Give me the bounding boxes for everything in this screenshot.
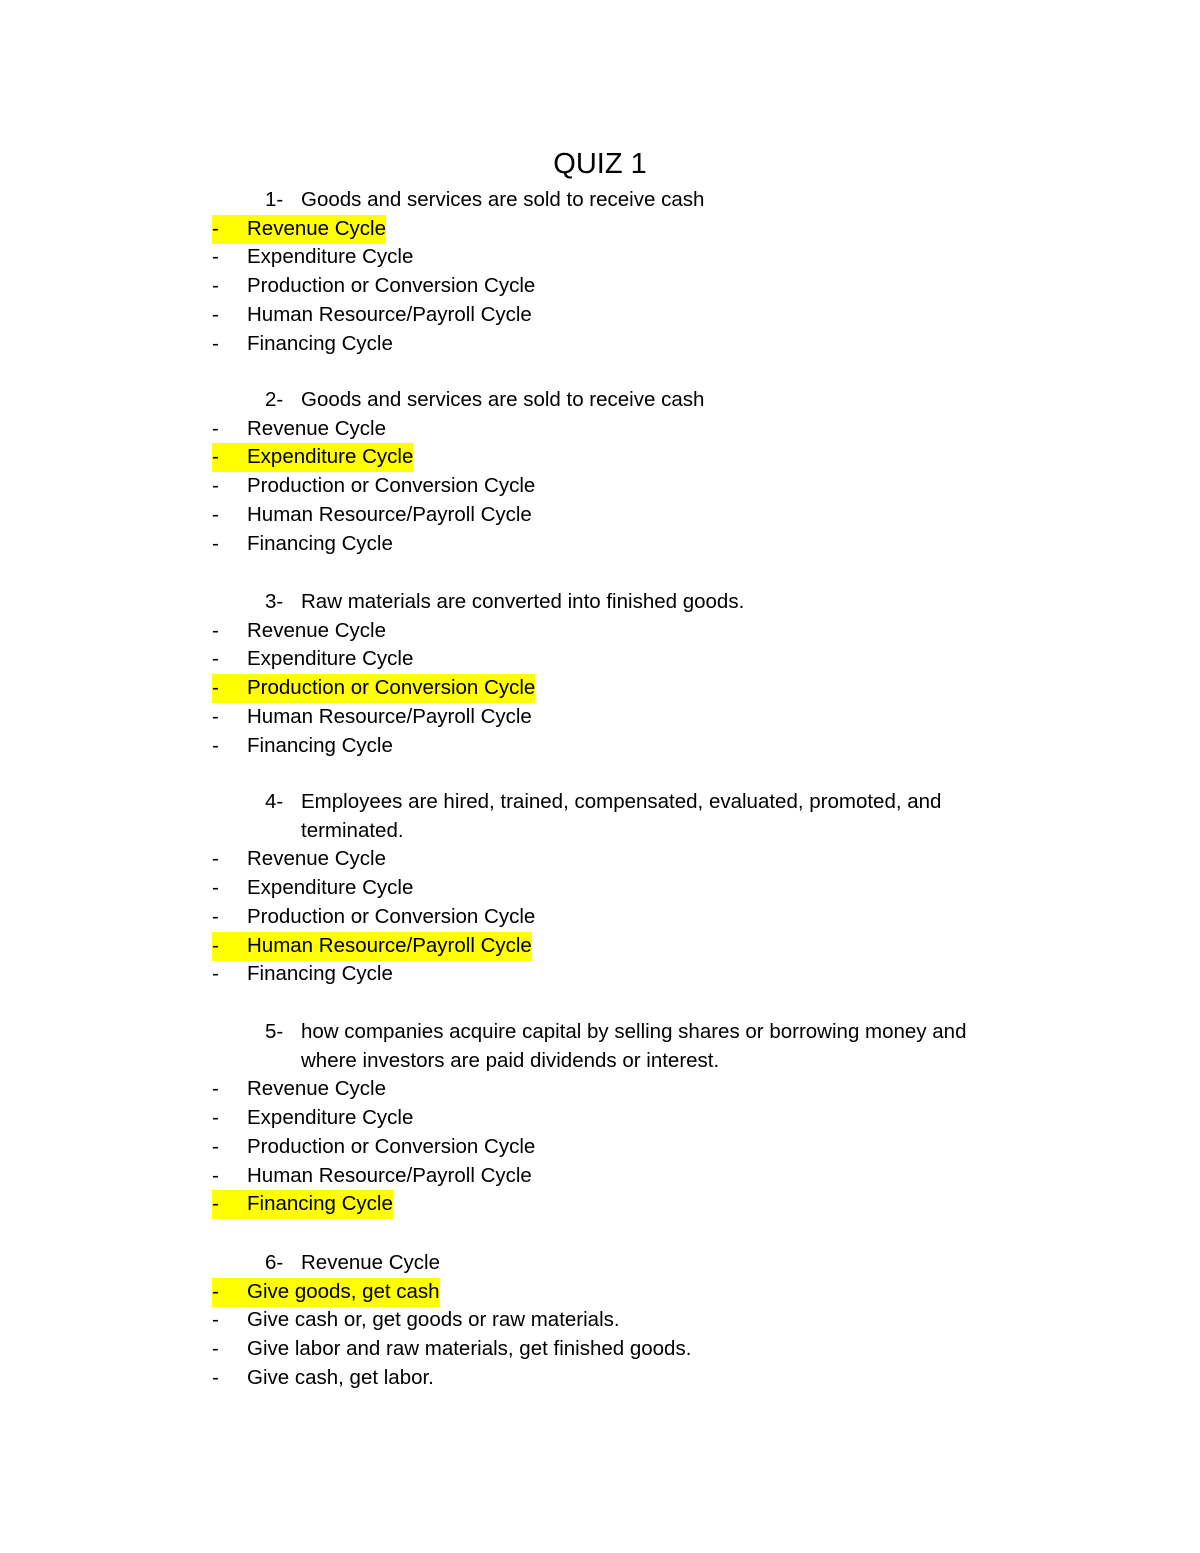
- answer-option: [212, 1335, 691, 1364]
- question-number: 6-: [265, 1251, 284, 1274]
- question-number: 1-: [265, 188, 284, 211]
- answer-option: [212, 301, 532, 330]
- option-text: Human Resource/Payroll Cycle: [247, 303, 532, 326]
- answer-option: [212, 243, 413, 272]
- answer-option-correct: [212, 674, 535, 703]
- question-6: [265, 1249, 1025, 1278]
- bullet-dash: -: [212, 1106, 219, 1129]
- bullet-dash: -: [212, 619, 219, 642]
- bullet-dash: -: [212, 532, 219, 555]
- answer-option: [212, 645, 413, 674]
- bullet-dash: -: [212, 1192, 219, 1215]
- question-text: Goods and services are sold to receive cash: [301, 388, 705, 411]
- bullet-dash: -: [212, 1164, 219, 1187]
- bullet-dash: -: [212, 417, 219, 440]
- bullet-dash: -: [212, 847, 219, 870]
- answer-option: [212, 960, 393, 989]
- bullet-dash: -: [212, 503, 219, 526]
- answer-option: [212, 1075, 386, 1104]
- bullet-dash: -: [212, 876, 219, 899]
- bullet-dash: -: [212, 676, 219, 699]
- answer-option-correct: [212, 215, 386, 244]
- question-4: [265, 788, 1025, 845]
- answer-option: [212, 1104, 413, 1133]
- answer-option: [212, 1162, 532, 1191]
- bullet-dash: -: [212, 332, 219, 355]
- option-text: Revenue Cycle: [247, 619, 387, 642]
- bullet-dash: -: [212, 1337, 219, 1360]
- answer-option: [212, 530, 393, 559]
- answer-option: [212, 330, 393, 359]
- bullet-dash: -: [212, 303, 219, 326]
- answer-option: [212, 703, 532, 732]
- bullet-dash: -: [212, 647, 219, 670]
- answer-option: [212, 732, 393, 761]
- bullet-dash: -: [212, 245, 219, 268]
- answer-option-correct: [212, 932, 532, 961]
- bullet-dash: -: [212, 1308, 219, 1331]
- option-text: Give cash or, get goods or raw materials.: [247, 1308, 620, 1331]
- answer-option: [212, 1364, 434, 1393]
- question-number: 4-: [265, 790, 284, 813]
- option-text: Financing Cycle: [247, 332, 393, 355]
- bullet-dash: -: [212, 905, 219, 928]
- question-3: [265, 588, 1025, 617]
- option-text: Financing Cycle: [247, 734, 393, 757]
- option-text: Revenue Cycle: [247, 217, 387, 240]
- answer-option: [212, 1306, 620, 1335]
- answer-option: [212, 272, 535, 301]
- question-2: [265, 386, 1025, 415]
- bullet-dash: -: [212, 1366, 219, 1389]
- bullet-dash: -: [212, 705, 219, 728]
- option-text: Expenditure Cycle: [247, 876, 414, 899]
- answer-option-correct: [212, 1190, 393, 1219]
- option-text: Expenditure Cycle: [247, 647, 414, 670]
- answer-option-correct: [212, 1278, 440, 1307]
- option-text: Expenditure Cycle: [247, 1106, 414, 1129]
- answer-option: [212, 1133, 535, 1162]
- option-text: Human Resource/Payroll Cycle: [247, 705, 532, 728]
- question-text: Goods and services are sold to receive cash: [301, 188, 705, 211]
- question-text: Employees are hired, trained, compensated, evaluated, promoted, and terminated.: [301, 790, 942, 842]
- bullet-dash: -: [212, 445, 219, 468]
- bullet-dash: -: [212, 1077, 219, 1100]
- option-text: Production or Conversion Cycle: [247, 1135, 536, 1158]
- option-text: Revenue Cycle: [247, 847, 387, 870]
- option-text: Financing Cycle: [247, 962, 393, 985]
- quiz-title: QUIZ 1: [553, 148, 647, 180]
- option-text: Financing Cycle: [247, 1192, 393, 1215]
- bullet-dash: -: [212, 474, 219, 497]
- answer-option: [212, 903, 535, 932]
- answer-option: [212, 617, 386, 646]
- question-text: how companies acquire capital by selling shares or borrowing money and where investors are paid dividends or interest.: [301, 1020, 967, 1072]
- option-text: Give goods, get cash: [247, 1280, 440, 1303]
- option-text: Expenditure Cycle: [247, 445, 414, 468]
- answer-option: [212, 472, 535, 501]
- bullet-dash: -: [212, 217, 219, 240]
- bullet-dash: -: [212, 274, 219, 297]
- question-text: Raw materials are converted into finished goods.: [301, 590, 745, 613]
- answer-option: [212, 874, 413, 903]
- answer-option-correct: [212, 443, 413, 472]
- bullet-dash: -: [212, 734, 219, 757]
- question-5: [265, 1018, 1025, 1075]
- bullet-dash: -: [212, 1280, 219, 1303]
- option-text: Give cash, get labor.: [247, 1366, 434, 1389]
- bullet-dash: -: [212, 962, 219, 985]
- option-text: Production or Conversion Cycle: [247, 905, 536, 928]
- answer-option: [212, 415, 386, 444]
- option-text: Human Resource/Payroll Cycle: [247, 1164, 532, 1187]
- option-text: Production or Conversion Cycle: [247, 274, 536, 297]
- question-number: 3-: [265, 590, 284, 613]
- answer-option: [212, 845, 386, 874]
- option-text: Give labor and raw materials, get finished goods.: [247, 1337, 692, 1360]
- bullet-dash: -: [212, 1135, 219, 1158]
- option-text: Expenditure Cycle: [247, 245, 414, 268]
- question-number: 2-: [265, 388, 284, 411]
- option-text: Human Resource/Payroll Cycle: [247, 934, 532, 957]
- option-text: Human Resource/Payroll Cycle: [247, 503, 532, 526]
- bullet-dash: -: [212, 934, 219, 957]
- option-text: Revenue Cycle: [247, 417, 387, 440]
- question-1: [265, 186, 1025, 215]
- option-text: Production or Conversion Cycle: [247, 474, 536, 497]
- option-text: Revenue Cycle: [247, 1077, 387, 1100]
- answer-option: [212, 501, 532, 530]
- option-text: Financing Cycle: [247, 532, 393, 555]
- option-text: Production or Conversion Cycle: [247, 676, 536, 699]
- question-text: Revenue Cycle: [301, 1251, 441, 1274]
- question-number: 5-: [265, 1020, 284, 1043]
